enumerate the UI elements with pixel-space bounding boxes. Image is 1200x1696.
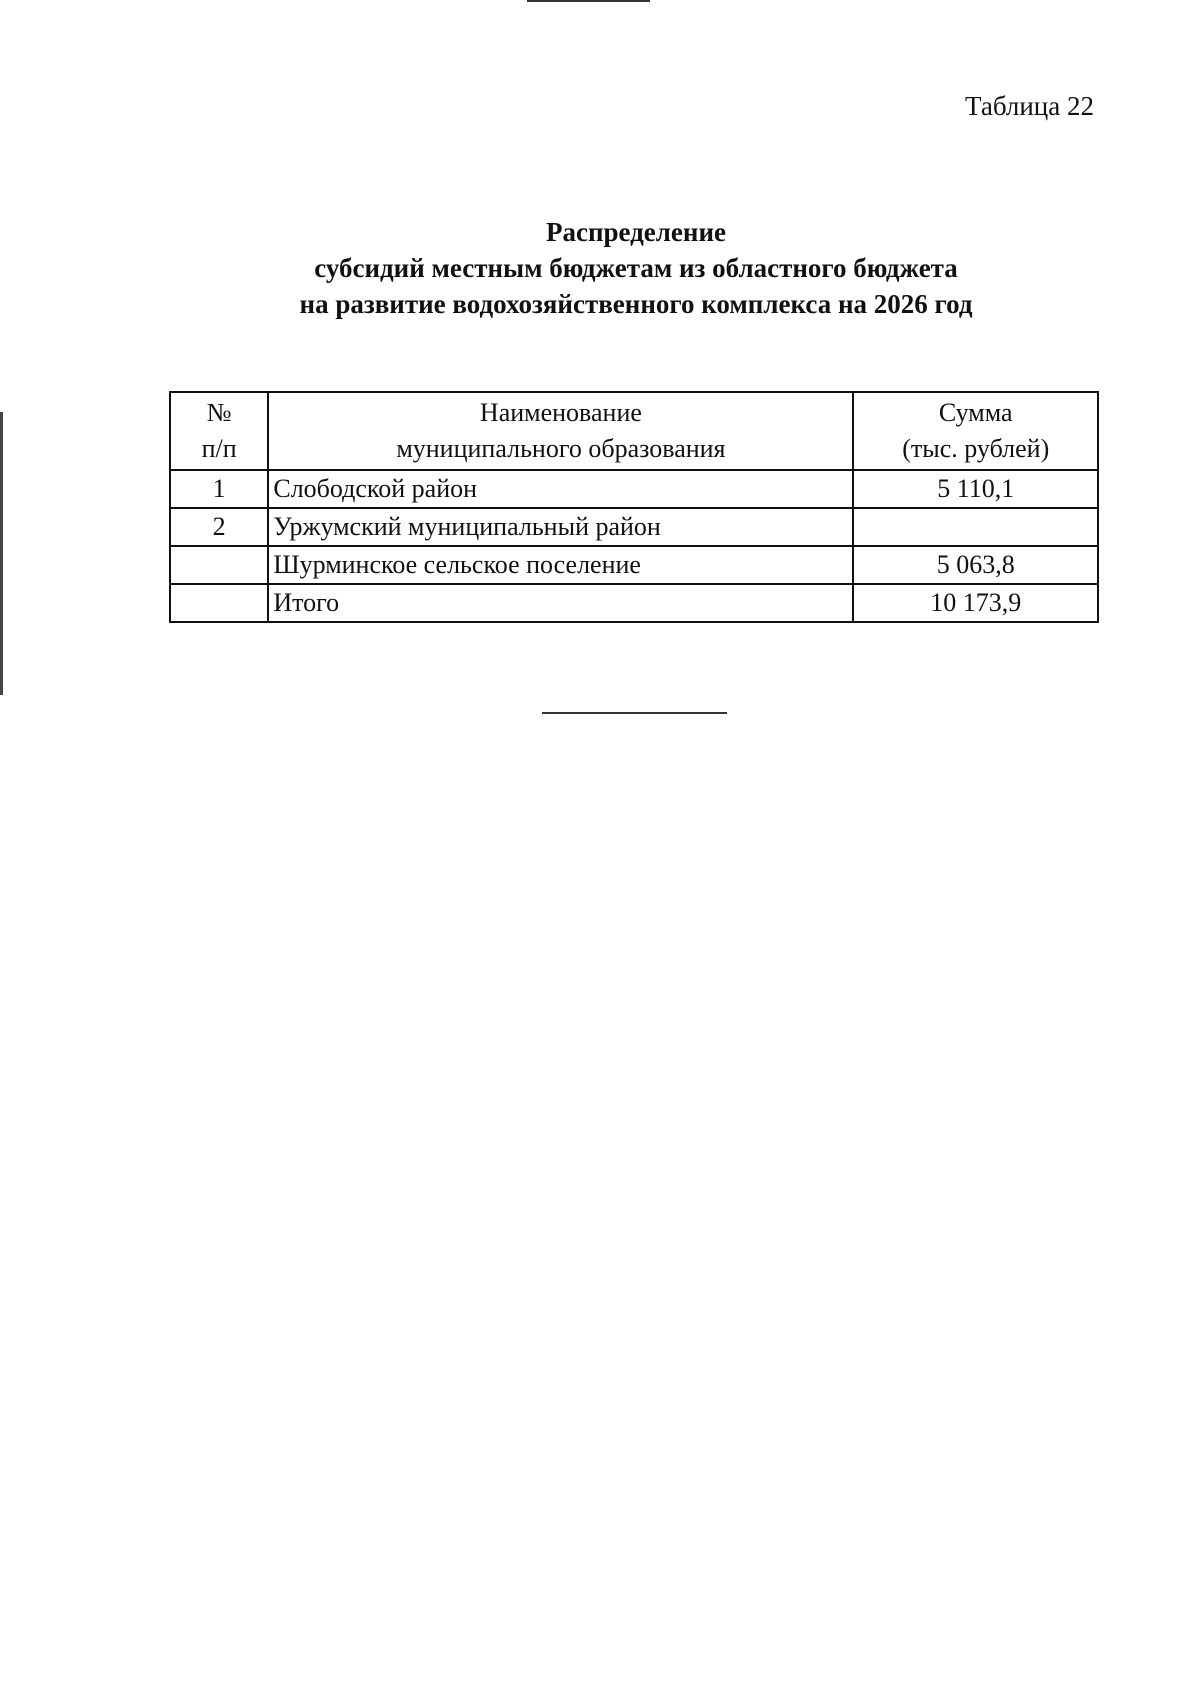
header-number-line-1: № xyxy=(206,398,232,427)
document-title xyxy=(0,214,1200,322)
table-total-row xyxy=(170,584,1098,622)
table-number: Таблица 22 xyxy=(965,91,1094,121)
row-sum: 10 173,9 xyxy=(853,584,1098,622)
row-number xyxy=(170,584,268,622)
row-number xyxy=(170,546,268,584)
table-row xyxy=(170,470,1098,508)
table-row xyxy=(170,546,1098,584)
row-name: Слободской район xyxy=(268,470,853,508)
title-line-3: на развитие водохозяйственного комплекса на 2026 год xyxy=(299,289,973,319)
header-sum-line-1: Сумма xyxy=(938,398,1013,427)
row-number: 2 xyxy=(170,508,268,546)
row-sum: 5 110,1 xyxy=(853,470,1098,508)
row-name: Уржумский муниципальный район xyxy=(268,508,853,546)
row-name: Итого xyxy=(268,584,853,622)
header-name-line-2: муниципального образования xyxy=(396,434,726,463)
scan-edge-mark xyxy=(0,412,3,695)
header-name xyxy=(268,392,853,470)
title-line-1: Распределение xyxy=(545,217,727,247)
table-row xyxy=(170,508,1098,546)
header-sum xyxy=(853,392,1098,470)
top-divider xyxy=(527,0,650,2)
bottom-divider xyxy=(542,712,727,714)
header-name-line-1: Наименование xyxy=(479,398,642,427)
distribution-table xyxy=(169,391,1099,623)
title-line-2: субсидий местным бюджетам из областного бюджета xyxy=(314,253,958,283)
row-name: Шурминское сельское поселение xyxy=(268,546,853,584)
table-header-row xyxy=(170,392,1098,470)
row-sum xyxy=(853,508,1098,546)
row-number: 1 xyxy=(170,470,268,508)
header-sum-line-2: (тыс. рублей) xyxy=(902,434,1050,463)
row-sum: 5 063,8 xyxy=(853,546,1098,584)
header-number-line-2: п/п xyxy=(201,434,237,463)
header-number xyxy=(170,392,268,470)
